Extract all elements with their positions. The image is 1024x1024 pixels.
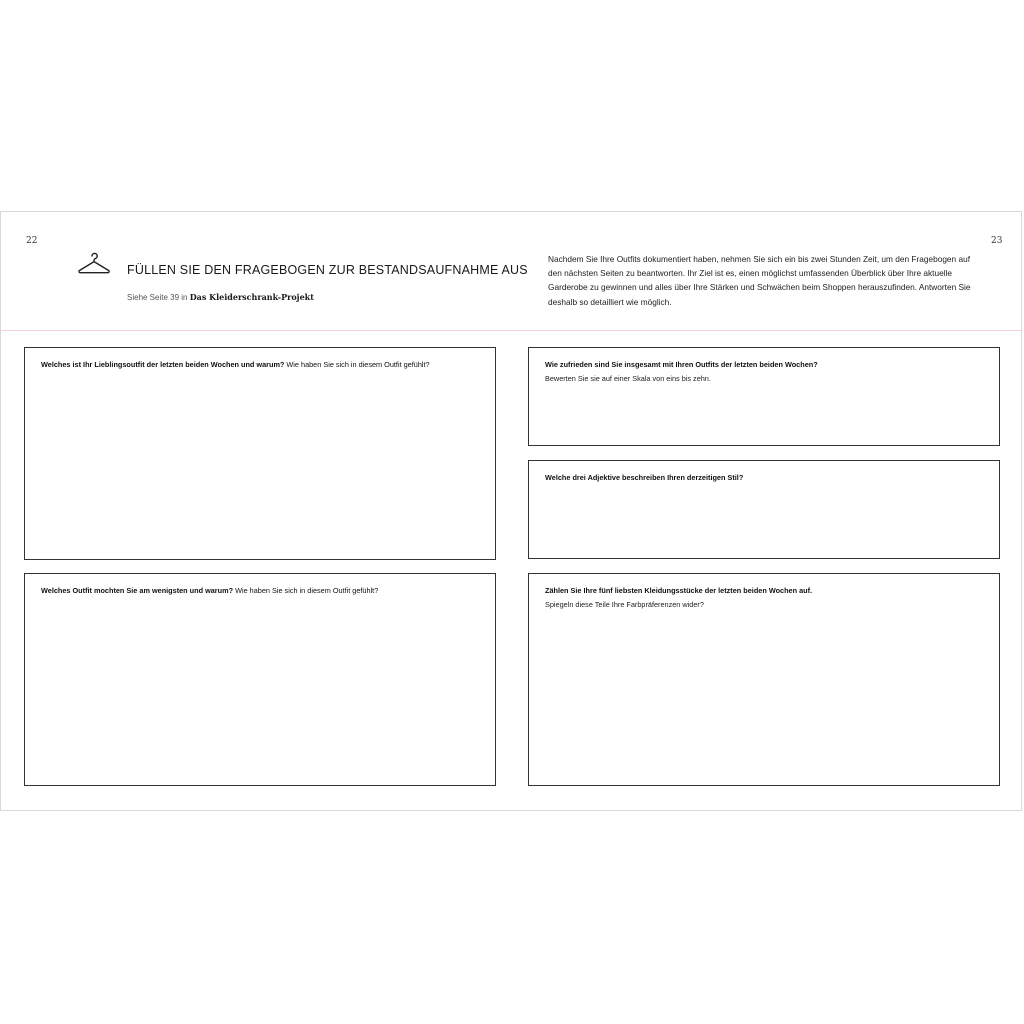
question-text: [41, 584, 483, 598]
question-rest: Wie haben Sie sich in diesem Outfit gefühlt?: [284, 360, 430, 369]
answer-box-style-adjectives[interactable]: [528, 460, 1000, 559]
question-subtext: Bewerten Sie sie auf einer Skala von eins bis zehn.: [545, 373, 711, 383]
hanger-icon: [77, 250, 111, 276]
reference-prefix: Siehe Seite 39 in: [127, 293, 188, 302]
question-bold: Welche drei Adjektive beschreiben Ihren derzeitigen Stil?: [545, 473, 744, 482]
reference-book-title: Das Kleiderschrank-Projekt: [189, 292, 314, 302]
answer-box-favorite-outfit[interactable]: [24, 347, 496, 560]
book-reference: [127, 292, 314, 302]
answer-box-least-liked-outfit[interactable]: [24, 573, 496, 786]
question-text: [41, 358, 483, 372]
question-rest: Wie haben Sie sich in diesem Outfit gefühlt?: [233, 586, 379, 595]
question-text: [545, 358, 987, 385]
divider-line: [1, 330, 1021, 331]
intro-paragraph: Nachdem Sie Ihre Outfits dokumentiert haben, nehmen Sie sich ein bis zwei Stunden Zeit, um den Fragebogen auf den nächsten Seiten zu beantworten. Ihr Ziel ist es, einen möglichst umfassenden Überblick über Ihre aktuelle Garderobe zu gewinnen und alles über Ihre Stärken und Schwächen beim Shoppen herauszufinden. Antworten Sie deshalb so detailliert wie möglich.: [548, 254, 971, 307]
question-bold: Zählen Sie Ihre fünf liebsten Kleidungsstücke der letzten beiden Wochen auf.: [545, 586, 813, 595]
answer-box-favorite-pieces[interactable]: [528, 573, 1000, 786]
question-text: [545, 471, 987, 485]
page-number-left: 22: [26, 236, 38, 246]
question-bold: Welches Outfit mochten Sie am wenigsten und warum?: [41, 586, 234, 595]
question-bold: Wie zufrieden sind Sie insgesamt mit Ihren Outfits der letzten beiden Wochen?: [545, 360, 818, 369]
book-spread: [0, 211, 1022, 811]
question-text: [545, 584, 987, 611]
page-title: FÜLLEN SIE DEN FRAGEBOGEN ZUR BESTANDSAUFNAHME AUS: [127, 263, 528, 277]
question-subtext: Spiegeln diese Teile Ihre Farbpräferenzen wider?: [545, 599, 704, 609]
answer-box-satisfaction[interactable]: [528, 347, 1000, 446]
page-number-right: 23: [991, 236, 1003, 246]
question-bold: Welches ist Ihr Lieblingsoutfit der letzten beiden Wochen und warum?: [41, 360, 285, 369]
